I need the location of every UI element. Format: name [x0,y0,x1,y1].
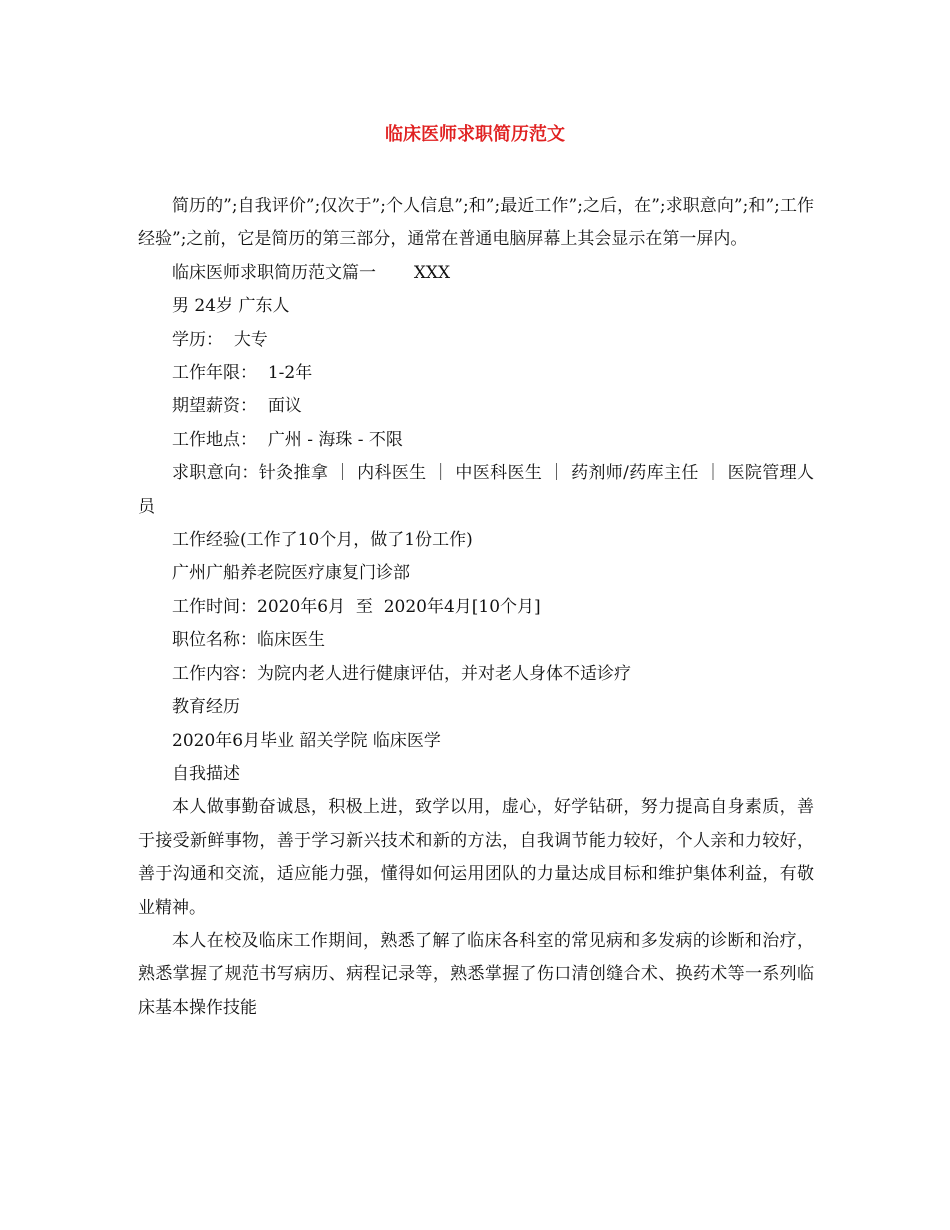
job-intent-label: 求职意向： [172,463,259,484]
work-location-line [138,424,814,457]
work-time-line [138,591,814,624]
intro-paragraph: 简历的”;自我评价”;仅次于”;个人信息”;和”;最近工作”;之后，在”;求职意向”;和”;工作经验”;之前，它是简历的第三部分，通常在普通电脑屏幕上其会显示在第一屏内。 [138,196,814,250]
self-description-heading: 自我描述 [172,763,240,784]
expected-salary-label: 期望薪资： [172,396,257,417]
document-title: 临床医师求职简历范文 [385,124,565,145]
job-intent-value: 针灸推拿 ｜ 内科医生 ｜ 中医科医生 ｜ 药剂师/药库主任 ｜ 医院管理人员 [138,463,814,517]
work-location-value: 广州 - 海珠 - 不限 [267,429,403,450]
expected-salary-line [138,390,814,423]
basic-info-line: 男 24岁 广东人 [172,296,290,317]
work-time-label: 工作时间： [172,596,257,617]
job-intent-line [138,457,814,524]
work-time-value: 2020年6月 至 2020年4月[10个月] [257,596,541,617]
employer-name: 广州广船养老院医疗康复门诊部 [172,563,410,584]
resume-heading [138,257,814,290]
experience-years-line [138,357,814,390]
position-label: 职位名称： [172,630,257,651]
education-level-value: 大专 [233,329,268,350]
document-body [138,190,814,1025]
work-experience-heading: 工作经验(工作了10个月，做了1份工作) [172,530,473,551]
education-heading: 教育经历 [172,697,240,718]
expected-salary-value: 面议 [267,396,302,417]
experience-years-label: 工作年限： [172,363,257,384]
self-description-paragraph-1: 本人做事勤奋诚恳，积极上进，致学以用，虚心，好学钻研，努力提高自身素质，善于接受新鲜事物，善于学习新兴技术和新的方法，自我调节能力较好，个人亲和力较好，善于沟通和交流，适应能力强，懂得如何运用团队的力量达成目标和维护集体利益，有敬业精神。 [138,797,814,918]
education-entry: 2020年6月毕业 韶关学院 临床医学 [172,730,441,751]
work-content-label: 工作内容： [172,663,257,684]
resume-name: XXX [413,262,451,283]
work-content-value: 为院内老人进行健康评估，并对老人身体不适诊疗 [257,663,631,684]
self-description-paragraph-2: 本人在校及临床工作期间，熟悉了解了临床各科室的常见病和多发病的诊断和治疗，熟悉掌握了规范书写病历、病程记录等，熟悉掌握了伤口清创缝合术、换药术等一系列临床基本操作技能 [138,930,814,1018]
position-line [138,624,814,657]
education-level-line [138,324,814,357]
work-location-label: 工作地点： [172,429,257,450]
position-value: 临床医生 [257,630,325,651]
experience-years-value: 1-2年 [267,363,313,384]
resume-heading-label: 临床医师求职简历范文篇一 [172,262,376,283]
work-content-line [138,658,814,691]
education-level-label: 学历： [172,329,223,350]
